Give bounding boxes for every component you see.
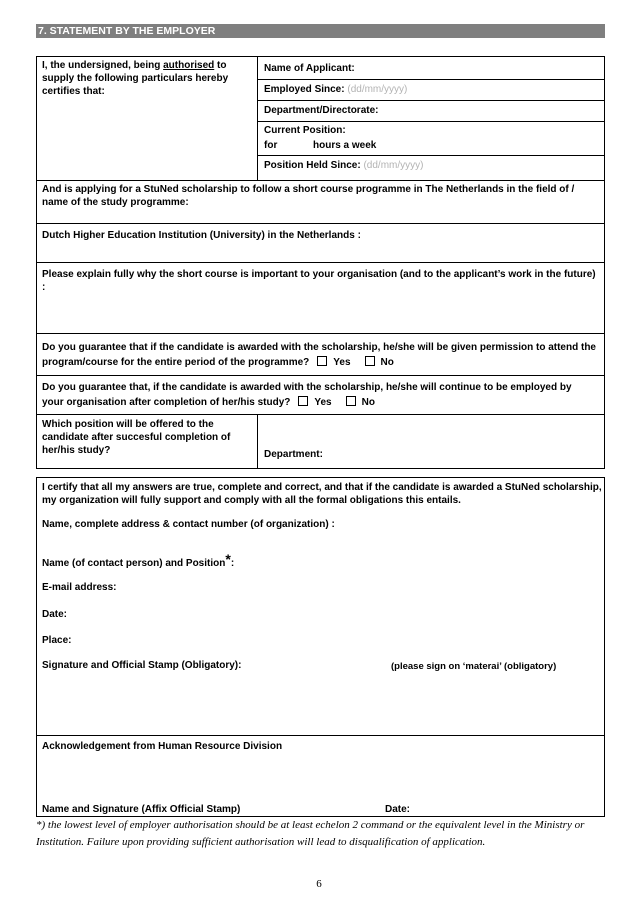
hr-name-signature-label: Name and Signature (Affix Official Stamp) [42, 804, 241, 815]
hr-acknowledgement-title: Acknowledgement from Human Resource Division [42, 741, 283, 752]
position-held-since-label: Position Held Since: (dd/mm/yyyy) [264, 160, 424, 171]
intro-text: I, the undersigned, being authorised to supply the following particulars hereby certifies that: [42, 60, 229, 97]
scholarship-programme-question: And is applying for a StuNed scholarship to follow a short course programme in The Netherlands in the field of / name of the study programme: [42, 184, 575, 208]
certification-statement: I certify that all my answers are true, complete and correct, and that if the candidate is awarded a StuNed scholarship, my organization will fully support and comply with all the formal obligations this entails. [42, 482, 602, 506]
section-header: 7. STATEMENT BY THE EMPLOYER [36, 24, 605, 38]
footnote-star: * [225, 551, 231, 567]
hr-date-label: Date: [385, 804, 411, 815]
employed-no-checkbox[interactable] [346, 396, 356, 406]
name-of-applicant-label: Name of Applicant: [264, 63, 355, 74]
place-label: Place: [42, 635, 72, 646]
for-label: for [264, 140, 278, 151]
org-contact-label: Name, complete address & contact number (of organization) : [42, 519, 335, 530]
position-offered-question: Which position will be offered to the candidate after succesful completion of her/his study? [42, 419, 231, 456]
page-number: 6 [316, 878, 322, 890]
institution-question: Dutch Higher Education Institution (University) in the Netherlands : [42, 230, 361, 241]
signature-label: Signature and Official Stamp (Obligatory): [42, 660, 242, 671]
authorised-word: authorised [163, 60, 215, 71]
guarantee-employed-question: Do you guarantee that, if the candidate is awarded with the scholarship, he/she will continue to be employed by your organisation after completion of her/his study? Yes No [42, 382, 572, 408]
department-label: Department: [264, 449, 323, 460]
permission-no-checkbox[interactable] [365, 356, 375, 366]
hours-a-week-label: hours a week [313, 140, 377, 151]
contact-person-label: Name (of contact person) and Position*: [42, 551, 235, 569]
materai-note: (please sign on ‘materai’ (obligatory) [391, 661, 557, 672]
employed-yes-checkbox[interactable] [298, 396, 308, 406]
email-label: E-mail address: [42, 582, 117, 593]
permission-yes-checkbox[interactable] [317, 356, 327, 366]
footnote: *) the lowest level of employer authorisation should be at least echelon 2 command or the equivalent level in the Ministry or Institution. Failure upon providing sufficient authorisation will lead to disqualification of application. [36, 819, 585, 848]
guarantee-permission-question: Do you guarantee that if the candidate is awarded with the scholarship, he/she will be given permission to attend the program/course for the entire period of the programme? Yes No [42, 342, 596, 368]
explain-question: Please explain fully why the short course is important to your organisation (and to the applicant’s work in the future) : [42, 269, 596, 293]
employed-since-label: Employed Since: (dd/mm/yyyy) [264, 84, 408, 95]
employed-since-hint: (dd/mm/yyyy) [347, 84, 408, 95]
department-directorate-label: Department/Directorate: [264, 105, 379, 116]
position-held-since-hint: (dd/mm/yyyy) [363, 160, 424, 171]
date-label: Date: [42, 609, 68, 620]
current-position-label: Current Position: [264, 125, 346, 136]
